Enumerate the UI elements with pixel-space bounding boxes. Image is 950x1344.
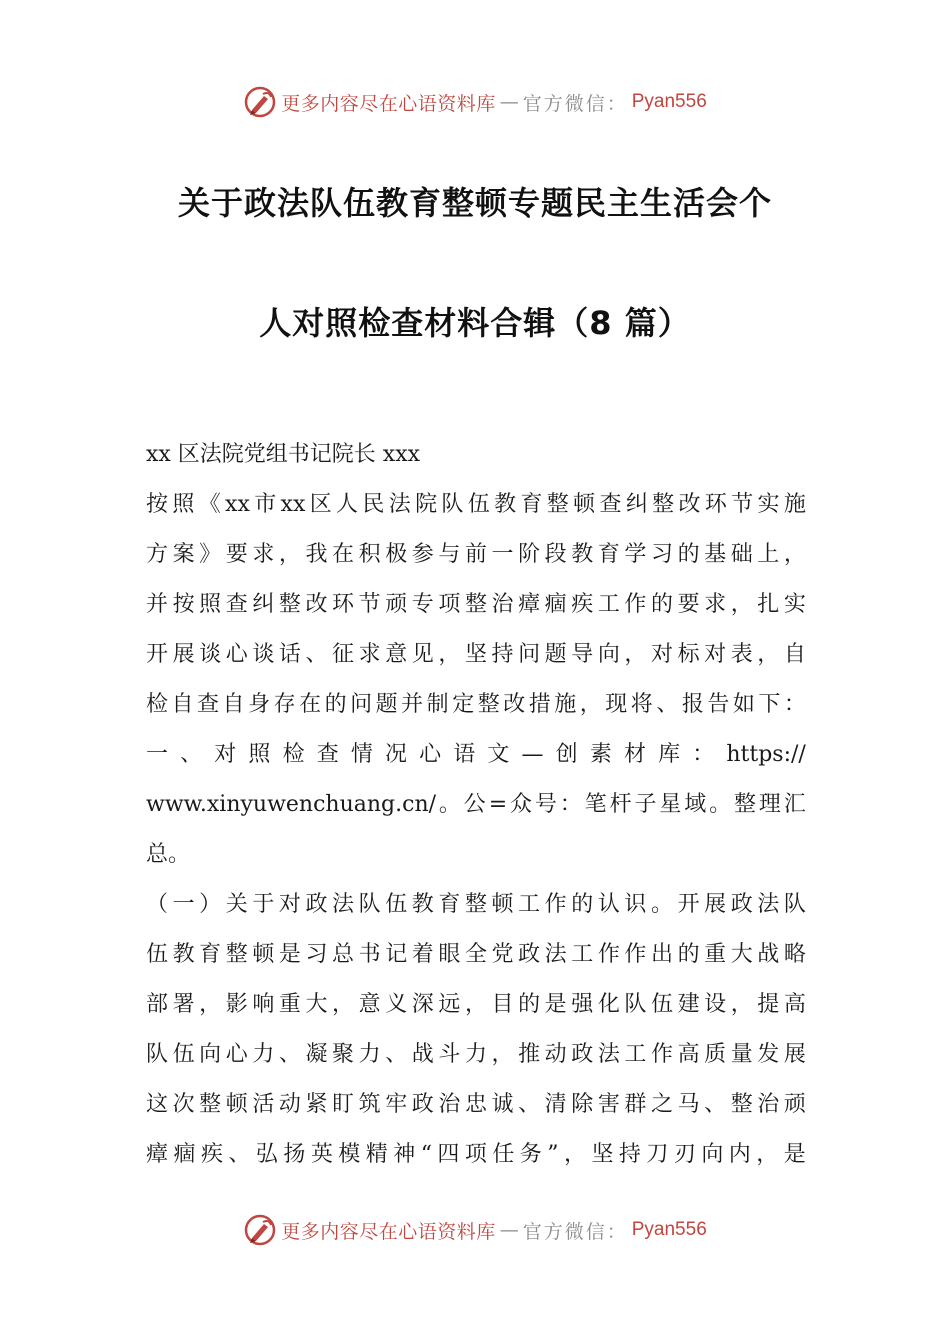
footer-watermark bbox=[0, 1210, 950, 1250]
watermark-official-label: 官方微信： bbox=[522, 92, 628, 115]
watermark-dash: — bbox=[499, 1219, 519, 1241]
body-line: 总。 bbox=[146, 842, 191, 867]
body-line: 部 署 ， 影 响 重 大 ， 意 义 深 远 ， 目 的 是 强 化 队 伍 建 设 ， 提 高 bbox=[146, 992, 806, 1017]
body-line: 瘴 痼 疾 、 弘 扬 英 模 精 神 “ 四 项 任 务 ” ， 坚 持 刀 刃 向 内 ， 是 bbox=[146, 1142, 806, 1167]
header-watermark bbox=[0, 82, 950, 122]
body-line: www.xinyuwenchuang.cn/ 。 公 = 众 号 ： 笔 杆 子 星 域 。 整 理 汇 bbox=[146, 792, 806, 817]
watermark-dash: — bbox=[499, 91, 519, 113]
body-line: （ 一 ） 关 于 对 政 法 队 伍 教 育 整 顿 工 作 的 认 识 。 开 展 政 法 队 bbox=[146, 892, 806, 917]
body-line: 这 次 整 顿 活 动 紧 盯 筑 牢 政 治 忠 诚 、 清 除 害 群 之 马 、 整 治 顽 bbox=[146, 1092, 806, 1117]
document-title-line-1: 关于政法队伍教育整顿专题民主生活会个 bbox=[177, 184, 772, 222]
body-line: 并 按 照 查 纠 整 改 环 节 顽 专 项 整 治 瘴 痼 疾 工 作 的 要 求 ， 扎 实 bbox=[146, 592, 806, 617]
pen-logo-icon bbox=[243, 85, 277, 119]
watermark-wechat-id: Pyan556 bbox=[631, 91, 707, 112]
pen-logo-icon bbox=[243, 1213, 277, 1247]
body-line: 开 展 谈 心 谈 话 、 征 求 意 见 ， 坚 持 问 题 导 向 ， 对 标 对 表 ， 自 bbox=[146, 642, 806, 667]
body-line: 按 照 《 xx 市 xx 区 人 民 法 院 队 伍 教 育 整 顿 查 纠 整 改 环 节 实 施 bbox=[146, 492, 806, 517]
document-body bbox=[146, 430, 806, 1180]
watermark-wechat-id: Pyan556 bbox=[631, 1219, 707, 1240]
body-line: 伍 教 育 整 顿 是 习 总 书 记 着 眼 全 党 政 法 工 作 作 出 的 重 大 战 略 bbox=[146, 942, 806, 967]
document-title-line-2: 人对照检查材料合辑（8 篇） bbox=[259, 304, 691, 342]
body-line: 检 自 查 自 身 存 在 的 问 题 并 制 定 整 改 措 施 ， 现 将 、 报 告 如 下 ： bbox=[146, 692, 806, 717]
watermark-text: 更多内容尽在心语资料库 bbox=[281, 1220, 496, 1243]
watermark-text: 更多内容尽在心语资料库 bbox=[281, 92, 496, 115]
body-line: 队 伍 向 心 力 、 凝 聚 力 、 战 斗 力 ， 推 动 政 法 工 作 高 质 量 发 展 bbox=[146, 1042, 806, 1067]
watermark-official-label: 官方微信： bbox=[522, 1220, 628, 1243]
body-line: 方 案 》 要 求 ， 我 在 积 极 参 与 前 一 阶 段 教 育 学 习 的 基 础 上 ， bbox=[146, 542, 806, 567]
body-line: 一 、 对 照 检 查 情 况 心 语 文 — 创 素 材 库 ： https:// bbox=[146, 742, 806, 767]
body-line: xx 区法院党组书记院长 xxx bbox=[146, 442, 421, 467]
